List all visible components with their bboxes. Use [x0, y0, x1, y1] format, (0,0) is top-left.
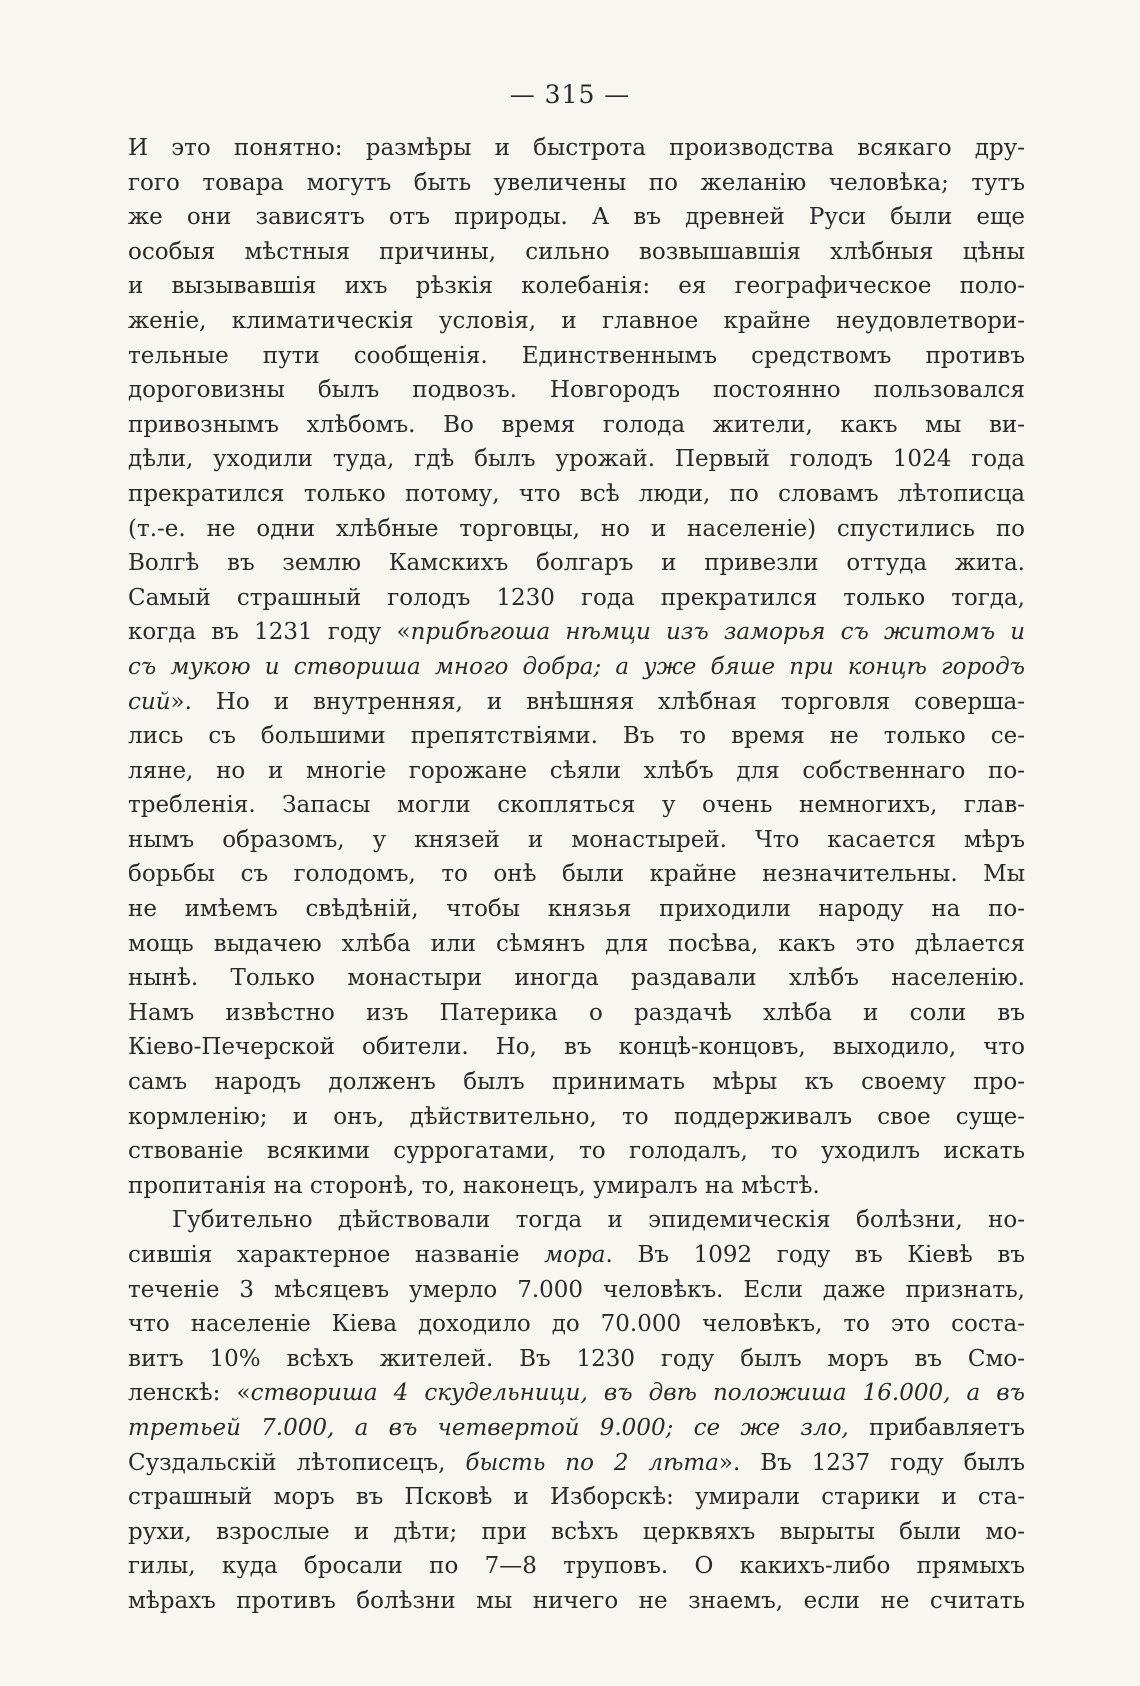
- text-line: [128, 1169, 1025, 1204]
- text-fragment: когда въ 1231 году «: [128, 619, 411, 646]
- text-line: [128, 1273, 1025, 1308]
- text-fragment: ». Въ 1237 году былъ: [718, 1449, 1026, 1476]
- text-line: [128, 339, 1025, 374]
- text-line: [128, 1307, 1025, 1342]
- text-fragment: пропитанія на сторонѣ, то, наконецъ, умиралъ на мѣстѣ.: [128, 1172, 820, 1199]
- text-fragment: требленія. Запасы могли скопляться у очень немногихъ, глав-: [128, 792, 1025, 819]
- text-fragment: Суздальскій лѣтописецъ,: [128, 1449, 466, 1476]
- text-fragment: гого товара могутъ быть увеличены по желанію человѣка; тутъ: [128, 169, 1025, 196]
- quote-fragment: третьей 7.000, а въ четвертой 9.000; се же зло,: [128, 1414, 849, 1441]
- text-line: [128, 754, 1025, 789]
- text-fragment: сившія характерное названіе: [128, 1242, 545, 1268]
- text-fragment: тельные пути сообщенія. Единственнымъ средствомъ противъ: [128, 342, 1025, 369]
- text-line: [128, 1134, 1025, 1169]
- text-fragment: Намъ извѣстно изъ Патерика о раздачѣ хлѣба и соли въ: [128, 999, 1025, 1026]
- text-line: [128, 512, 1025, 547]
- text-line: [128, 408, 1025, 443]
- text-line: [128, 892, 1025, 927]
- text-fragment: ствованіе всякими суррогатами, то голодалъ, то уходилъ искать: [128, 1138, 1025, 1165]
- text-line: [128, 1203, 1025, 1238]
- text-line: [128, 685, 1025, 720]
- text-line: [128, 857, 1025, 892]
- text-line: [128, 546, 1025, 581]
- text-fragment: дороговизны былъ подвозъ. Новгородъ постоянно пользовался: [128, 377, 1025, 404]
- text-fragment: ». Но и внутренняя, и внѣшняя хлѣбная торговля соверша-: [170, 688, 1025, 715]
- text-line: [128, 1480, 1025, 1515]
- text-fragment: мѣрахъ противъ болѣзни мы ничего не знаемъ, если не считать: [128, 1587, 1025, 1614]
- text-fragment: прекратился только потому, что всѣ люди, по словамъ лѣтописца: [128, 480, 1025, 507]
- text-line: [128, 1376, 1025, 1411]
- text-fragment: И это понятно: размѣры и быстрота производства всякаго дру-: [128, 135, 1025, 161]
- text-fragment: особыя мѣстныя причины, сильно возвышавшія хлѣбныя цѣны: [128, 238, 1025, 265]
- quote-fragment: сий: [128, 688, 171, 715]
- text-line: [128, 1238, 1025, 1273]
- text-fragment: (т.-е. не одни хлѣбные торговцы, но и населеніе) спустились по: [128, 515, 1025, 542]
- text-fragment: борьбы съ голодомъ, то онѣ были крайне незначительны. Мы: [128, 861, 1025, 888]
- text-line: [128, 927, 1025, 962]
- text-line: [128, 1411, 1025, 1446]
- text-fragment: теченіе 3 мѣсяцевъ умерло 7.000 человѣкъ. Если даже признать,: [128, 1276, 1025, 1303]
- text-fragment: страшный моръ въ Псковѣ и Изборскѣ: умирали старики и ста-: [128, 1484, 1025, 1511]
- text-fragment: кормленію; и онъ, дѣйствительно, то поддерживалъ свое суще-: [128, 1103, 1025, 1130]
- page-number: — 315 —: [509, 80, 631, 109]
- text-fragment: витъ 10% всѣхъ жителей. Въ 1230 году былъ моръ въ Смо-: [128, 1345, 1025, 1372]
- text-fragment: же они зависятъ отъ природы. А въ древней Руси были еще: [128, 204, 1025, 231]
- text-fragment: ляне, но и многіе горожане сѣяли хлѣбъ для собственнаго по-: [128, 757, 1025, 784]
- text-fragment: Губительно дѣйствовали тогда и эпидемическія болѣзни, но-: [172, 1207, 1025, 1234]
- text-line: [128, 581, 1025, 616]
- quote-fragment: створиша 4 скудельници, въ двѣ положиша 16.000, а въ: [250, 1380, 1025, 1407]
- text-line: [128, 1515, 1025, 1550]
- text-fragment: рухи, взрослые и дѣти; при всѣхъ церквяхъ вырыты были мо-: [128, 1518, 1025, 1545]
- text-line: [128, 131, 1025, 166]
- text-fragment: дѣли, уходили туда, гдѣ былъ урожай. Первый голодъ 1024 года: [128, 446, 1025, 473]
- quote-fragment: мора: [544, 1242, 606, 1268]
- text-fragment: . Въ 1092 году въ Кіевѣ въ: [605, 1242, 1025, 1268]
- text-fragment: Волгѣ въ землю Камскихъ болгаръ и привезли оттуда жита.: [128, 550, 1025, 577]
- text-fragment: не имѣемъ свѣдѣній, чтобы князья приходили народу на по-: [128, 896, 1025, 923]
- text-line: [128, 823, 1025, 858]
- text-fragment: мощь выдачею хлѣба или сѣмянъ для посѣва, какъ это дѣлается: [128, 930, 1025, 957]
- text-fragment: женіе, климатическія условія, и главное крайне неудовлетвори-: [128, 307, 1025, 334]
- text-line: [128, 1065, 1025, 1100]
- text-fragment: и вызывавшія ихъ рѣзкія колебанія: ея географическое поло-: [128, 273, 1025, 300]
- text-line: [128, 788, 1025, 823]
- text-fragment: нымъ образомъ, у князей и монастырей. Что касается мѣръ: [128, 826, 1025, 853]
- text-line: [128, 719, 1025, 754]
- text-fragment: Самый страшный голодъ 1230 года прекратился только тогда,: [128, 584, 1025, 611]
- text-line: [128, 442, 1025, 477]
- text-line: [128, 1030, 1025, 1065]
- text-fragment: привознымъ хлѣбомъ. Во время голода жители, какъ мы ви-: [128, 411, 1025, 438]
- text-fragment: гилы, куда бросали по 7—8 труповъ. О какихъ-либо прямыхъ: [128, 1553, 1025, 1580]
- text-line: [128, 650, 1025, 685]
- text-line: [128, 269, 1025, 304]
- quote-fragment: бысть по 2 лѣта: [465, 1449, 719, 1476]
- quote-fragment: прибѣгоша нѣмци изъ заморья съ житомъ и: [410, 619, 1026, 646]
- text-fragment: лись съ большими препятствіями. Въ то время не только се-: [128, 723, 1025, 750]
- text-line: [128, 1549, 1025, 1584]
- text-line: [128, 373, 1025, 408]
- text-line: [128, 235, 1025, 270]
- text-fragment: самъ народъ долженъ былъ принимать мѣры къ своему про-: [128, 1069, 1025, 1096]
- text-line: [128, 1100, 1025, 1135]
- text-fragment: что населеніе Кіева доходило до 70.000 человѣкъ, то это соста-: [128, 1311, 1025, 1338]
- text-fragment: прибавляетъ: [848, 1414, 1025, 1441]
- text-line: [128, 615, 1025, 650]
- quote-fragment: съ мукою и створиша много добра; а уже бяше при концѣ городъ: [128, 653, 1025, 680]
- text-line: [128, 304, 1025, 339]
- text-line: [128, 1446, 1025, 1481]
- text-fragment: ленскѣ: «: [128, 1380, 251, 1407]
- text-line: [128, 1342, 1025, 1377]
- text-line: [128, 200, 1025, 235]
- text-fragment: нынѣ. Только монастыри иногда раздавали хлѣбъ населенію.: [128, 965, 1025, 992]
- text-line: [128, 996, 1025, 1031]
- text-line: [128, 166, 1025, 201]
- text-line: [128, 1584, 1025, 1619]
- text-line: [128, 477, 1025, 512]
- body-text: [128, 131, 1025, 1619]
- text-line: [128, 961, 1025, 996]
- text-fragment: Кіево-Печерской обители. Но, въ концѣ-концовъ, выходило, что: [128, 1034, 1025, 1061]
